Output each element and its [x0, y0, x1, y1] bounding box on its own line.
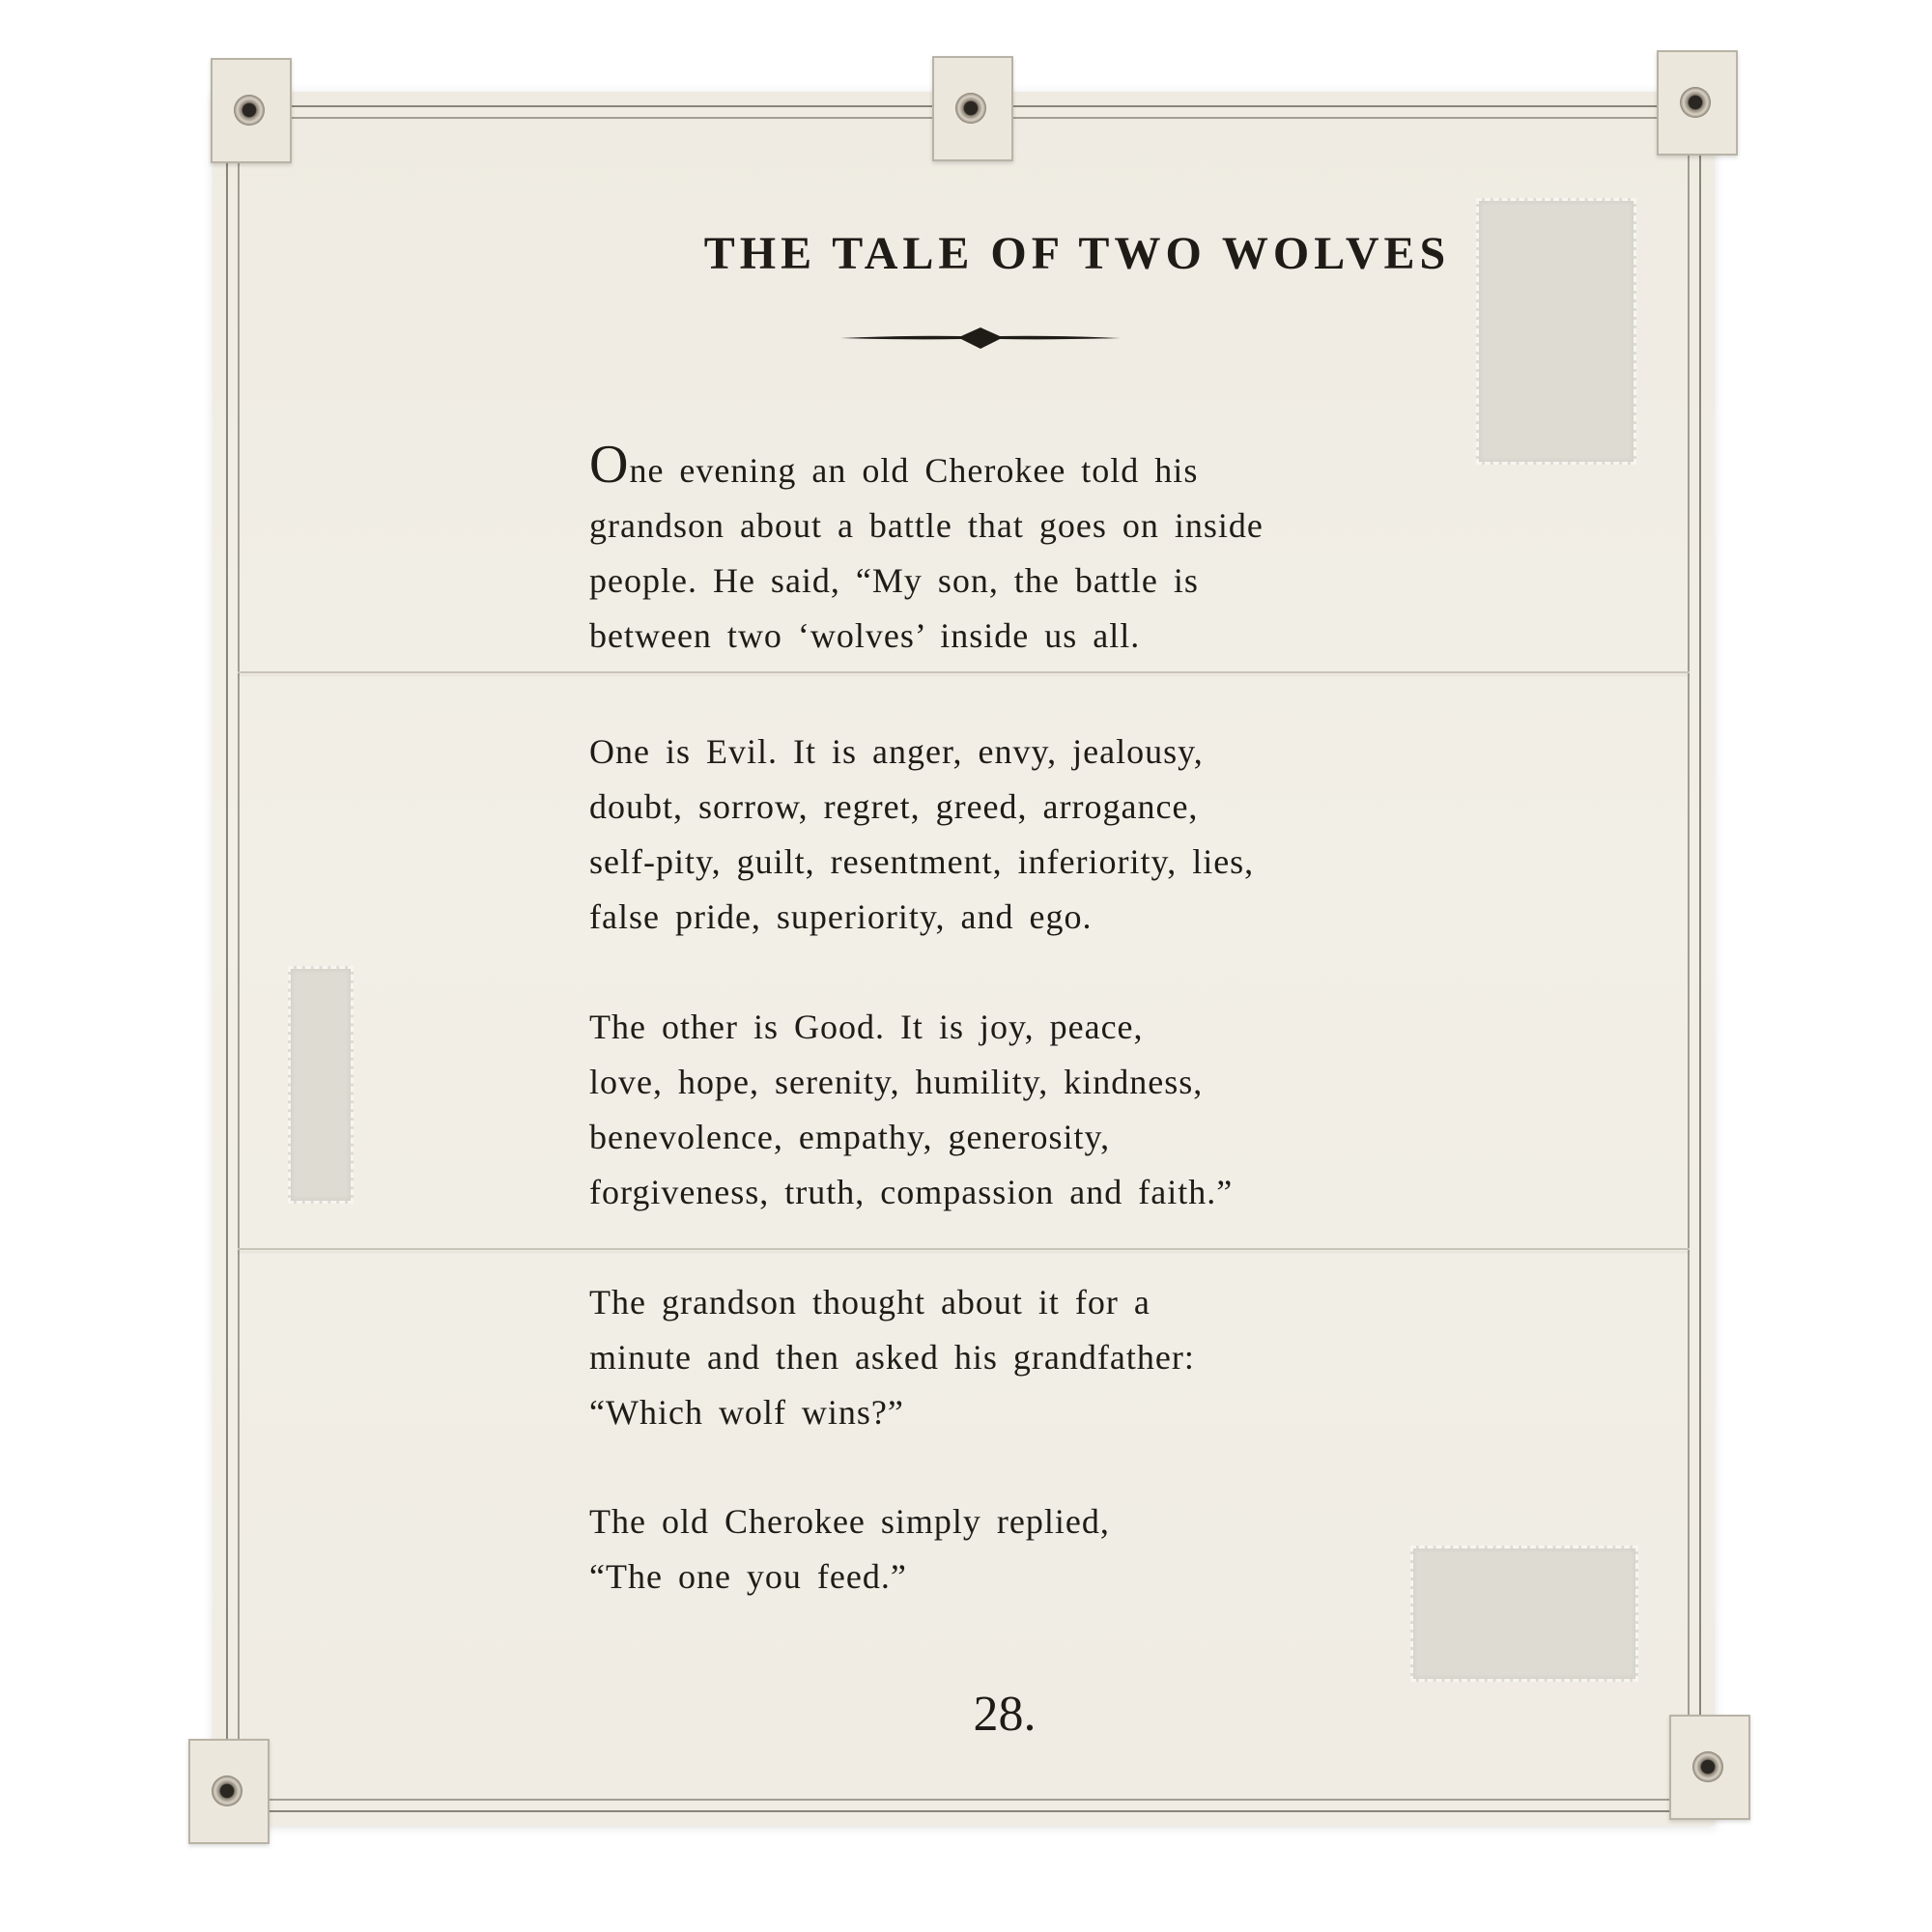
hanging-tab — [1669, 1715, 1750, 1820]
grommet-icon — [1680, 87, 1711, 118]
fabric-seam — [238, 671, 1690, 673]
paragraph-3 — [589, 1000, 1584, 1220]
divider-ornament — [840, 324, 1121, 353]
grommet-icon — [212, 1776, 242, 1806]
hanging-tab — [1657, 50, 1738, 156]
paragraph-text: One is Evil. It is anger, envy, jealousy, doubt, sorrow, regret, greed, arrogance, self-pity, guilt, resentment, inferiority, lies, false pride, superiority, and ego. — [589, 732, 1255, 936]
hanging-tab — [211, 58, 292, 163]
paragraph-text: ne evening an old Cherokee told his grandson about a battle that goes on inside people. He said, “My son, the battle is between two ‘wolves’ inside us all. — [589, 451, 1264, 655]
paragraph-text: The other is Good. It is joy, peace, love, hope, serenity, humility, kindness, benevolence, empathy, generosity, forgiveness, truth, compassion and faith.” — [589, 1008, 1234, 1211]
paragraph-4 — [589, 1275, 1584, 1440]
fabric-seam — [238, 1248, 1690, 1250]
paragraph-5 — [589, 1494, 1584, 1605]
grommet-icon — [234, 95, 265, 126]
canvas-banner — [213, 92, 1715, 1826]
hanging-tab — [188, 1739, 270, 1844]
page-title: THE TALE OF TWO WOLVES — [703, 228, 1451, 279]
drop-cap: O — [589, 435, 630, 495]
grommet-icon — [955, 93, 986, 124]
grommet-icon — [1692, 1751, 1723, 1782]
hanging-tab — [932, 56, 1013, 161]
paragraph-text: The grandson thought about it for a minute and then asked his grandfather: “Which wolf wins?” — [589, 1283, 1195, 1432]
fabric-patch — [288, 966, 354, 1204]
page-number: 28. — [973, 1687, 1037, 1742]
paragraph-2 — [589, 724, 1584, 945]
paragraph-1 — [589, 435, 1584, 664]
paragraph-text: The old Cherokee simply replied, “The one you feed.” — [589, 1502, 1110, 1596]
